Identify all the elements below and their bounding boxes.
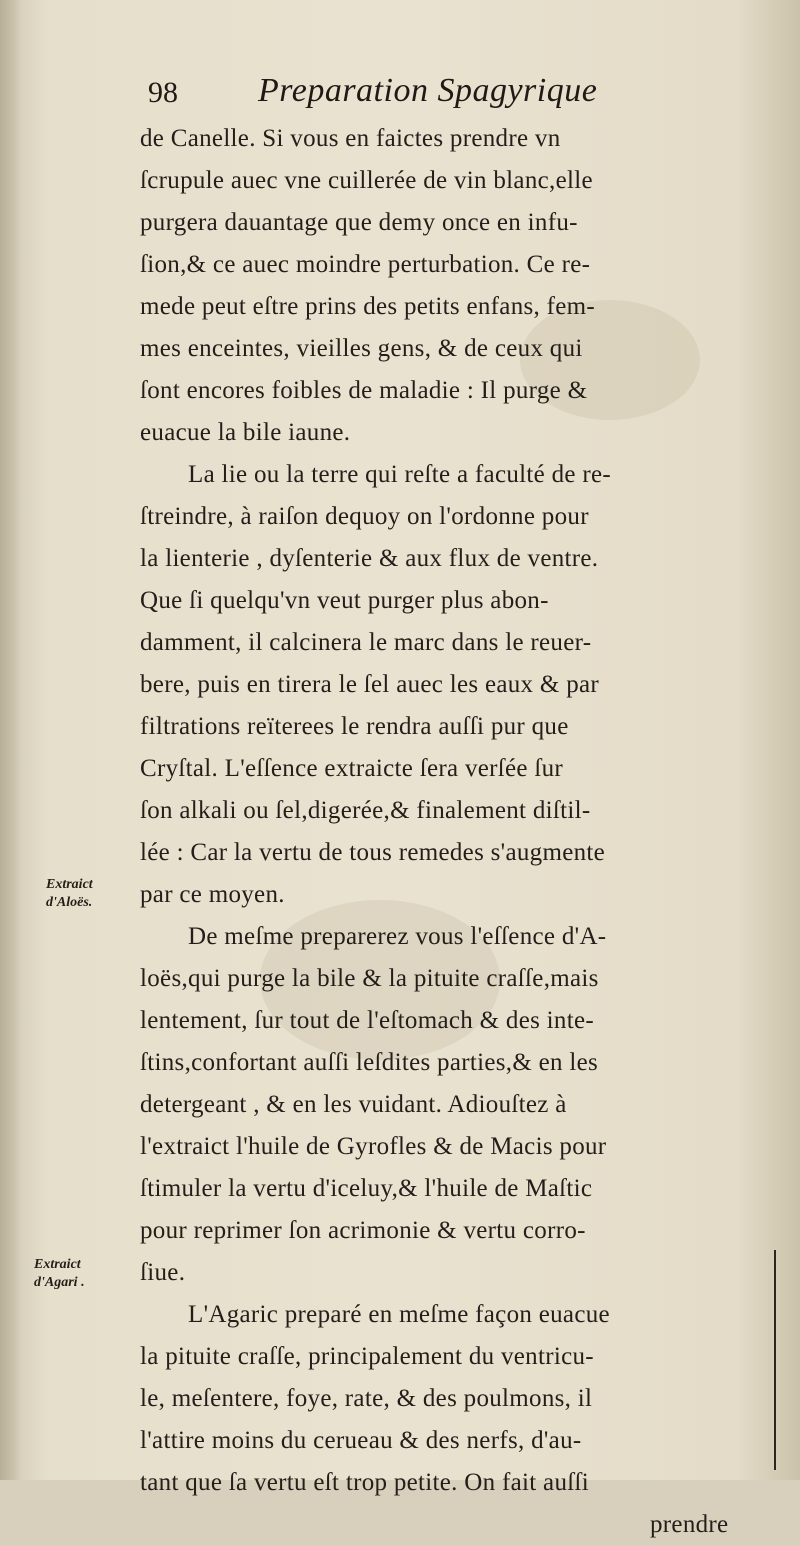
margin-note-aloes [46, 876, 93, 912]
text-line: mede peut eſtre prins des petits enfans, fem- [140, 293, 596, 320]
margin-note-line: d'Aloës. [46, 895, 93, 910]
page-header [148, 72, 708, 118]
text-line: la lienterie , dyſenterie & aux flux de ventre. [140, 545, 599, 572]
paragraph-start-line: La lie ou la terre qui reſte a faculté de re- [188, 461, 611, 488]
text-line: lée : Car la vertu de tous remedes s'augmente [140, 839, 606, 866]
margin-note-line: Extraict [34, 1257, 81, 1272]
margin-note-line: d'Agari . [34, 1275, 85, 1290]
text-line: par ce moyen. [140, 881, 285, 908]
text-line: lentement, ſur tout de l'eſtomach & des inte- [140, 1007, 594, 1034]
text-line: filtrations reïterees le rendra auſſi pur que [140, 713, 569, 740]
margin-note-agaric [34, 1256, 85, 1292]
paragraph-start-line: De meſme preparerez vous l'eſſence d'A- [188, 923, 607, 950]
text-line: ſon alkali ou ſel,digerée,& finalement diſtil- [140, 797, 591, 824]
text-line: detergeant , & en les vuidant. Adiouſtez à [140, 1091, 567, 1118]
text-line: la pituite craſſe, principalement du ventricu- [140, 1343, 594, 1370]
text-line: l'attire moins du cerueau & des nerfs, d'au- [140, 1427, 582, 1454]
body-text [140, 118, 768, 1546]
text-line: l'extraict l'huile de Gyrofles & de Macis pour [140, 1133, 607, 1160]
text-line: mes enceintes, vieilles gens, & de ceux qui [140, 335, 583, 362]
running-title: Preparation Spagyrique [258, 72, 598, 109]
text-line: Cryſtal. L'eſſence extraicte ſera verſée ſur [140, 755, 564, 782]
text-line: ſtreindre, à raiſon dequoy on l'ordonne pour [140, 503, 589, 530]
text-line: ſion,& ce auec moindre perturbation. Ce re- [140, 251, 591, 278]
text-line: pour reprimer ſon acrimonie & vertu corro- [140, 1217, 586, 1244]
page-gutter-shadow [0, 0, 22, 1480]
text-line: damment, il calcinera le marc dans le reuer- [140, 629, 592, 656]
text-line: ſtins,confortant auſſi leſdites parties,& en les [140, 1049, 599, 1076]
text-line: ſont encores foibles de maladie : Il purge & [140, 377, 588, 404]
margin-note-line: Extraict [46, 877, 93, 892]
text-line: ſiue. [140, 1259, 186, 1286]
catchword: prendre [650, 1511, 729, 1538]
text-line: ſtimuler la vertu d'iceluy,& l'huile de Maſtic [140, 1175, 593, 1202]
paragraph-start-line: L'Agaric preparé en meſme façon euacue [188, 1301, 610, 1328]
text-line: de Canelle. Si vous en faictes prendre vn [140, 125, 561, 152]
page-edge-line [774, 1250, 776, 1470]
text-line: ſcrupule auec vne cuillerée de vin blanc,elle [140, 167, 593, 194]
text-line: euacue la bile iaune. [140, 419, 351, 446]
text-line: purgera dauantage que demy once en infu- [140, 209, 578, 236]
text-line: tant que ſa vertu eſt trop petite. On fait auſſi [140, 1469, 589, 1496]
page-number: 98 [148, 76, 178, 109]
text-line: loës,qui purge la bile & la pituite craſſe,mais [140, 965, 599, 992]
text-line: le, meſentere, foye, rate, & des poulmons, il [140, 1385, 593, 1412]
text-line: Que ſi quelqu'vn veut purger plus abon- [140, 587, 549, 614]
text-line: bere, puis en tirera le ſel auec les eaux & par [140, 671, 600, 698]
